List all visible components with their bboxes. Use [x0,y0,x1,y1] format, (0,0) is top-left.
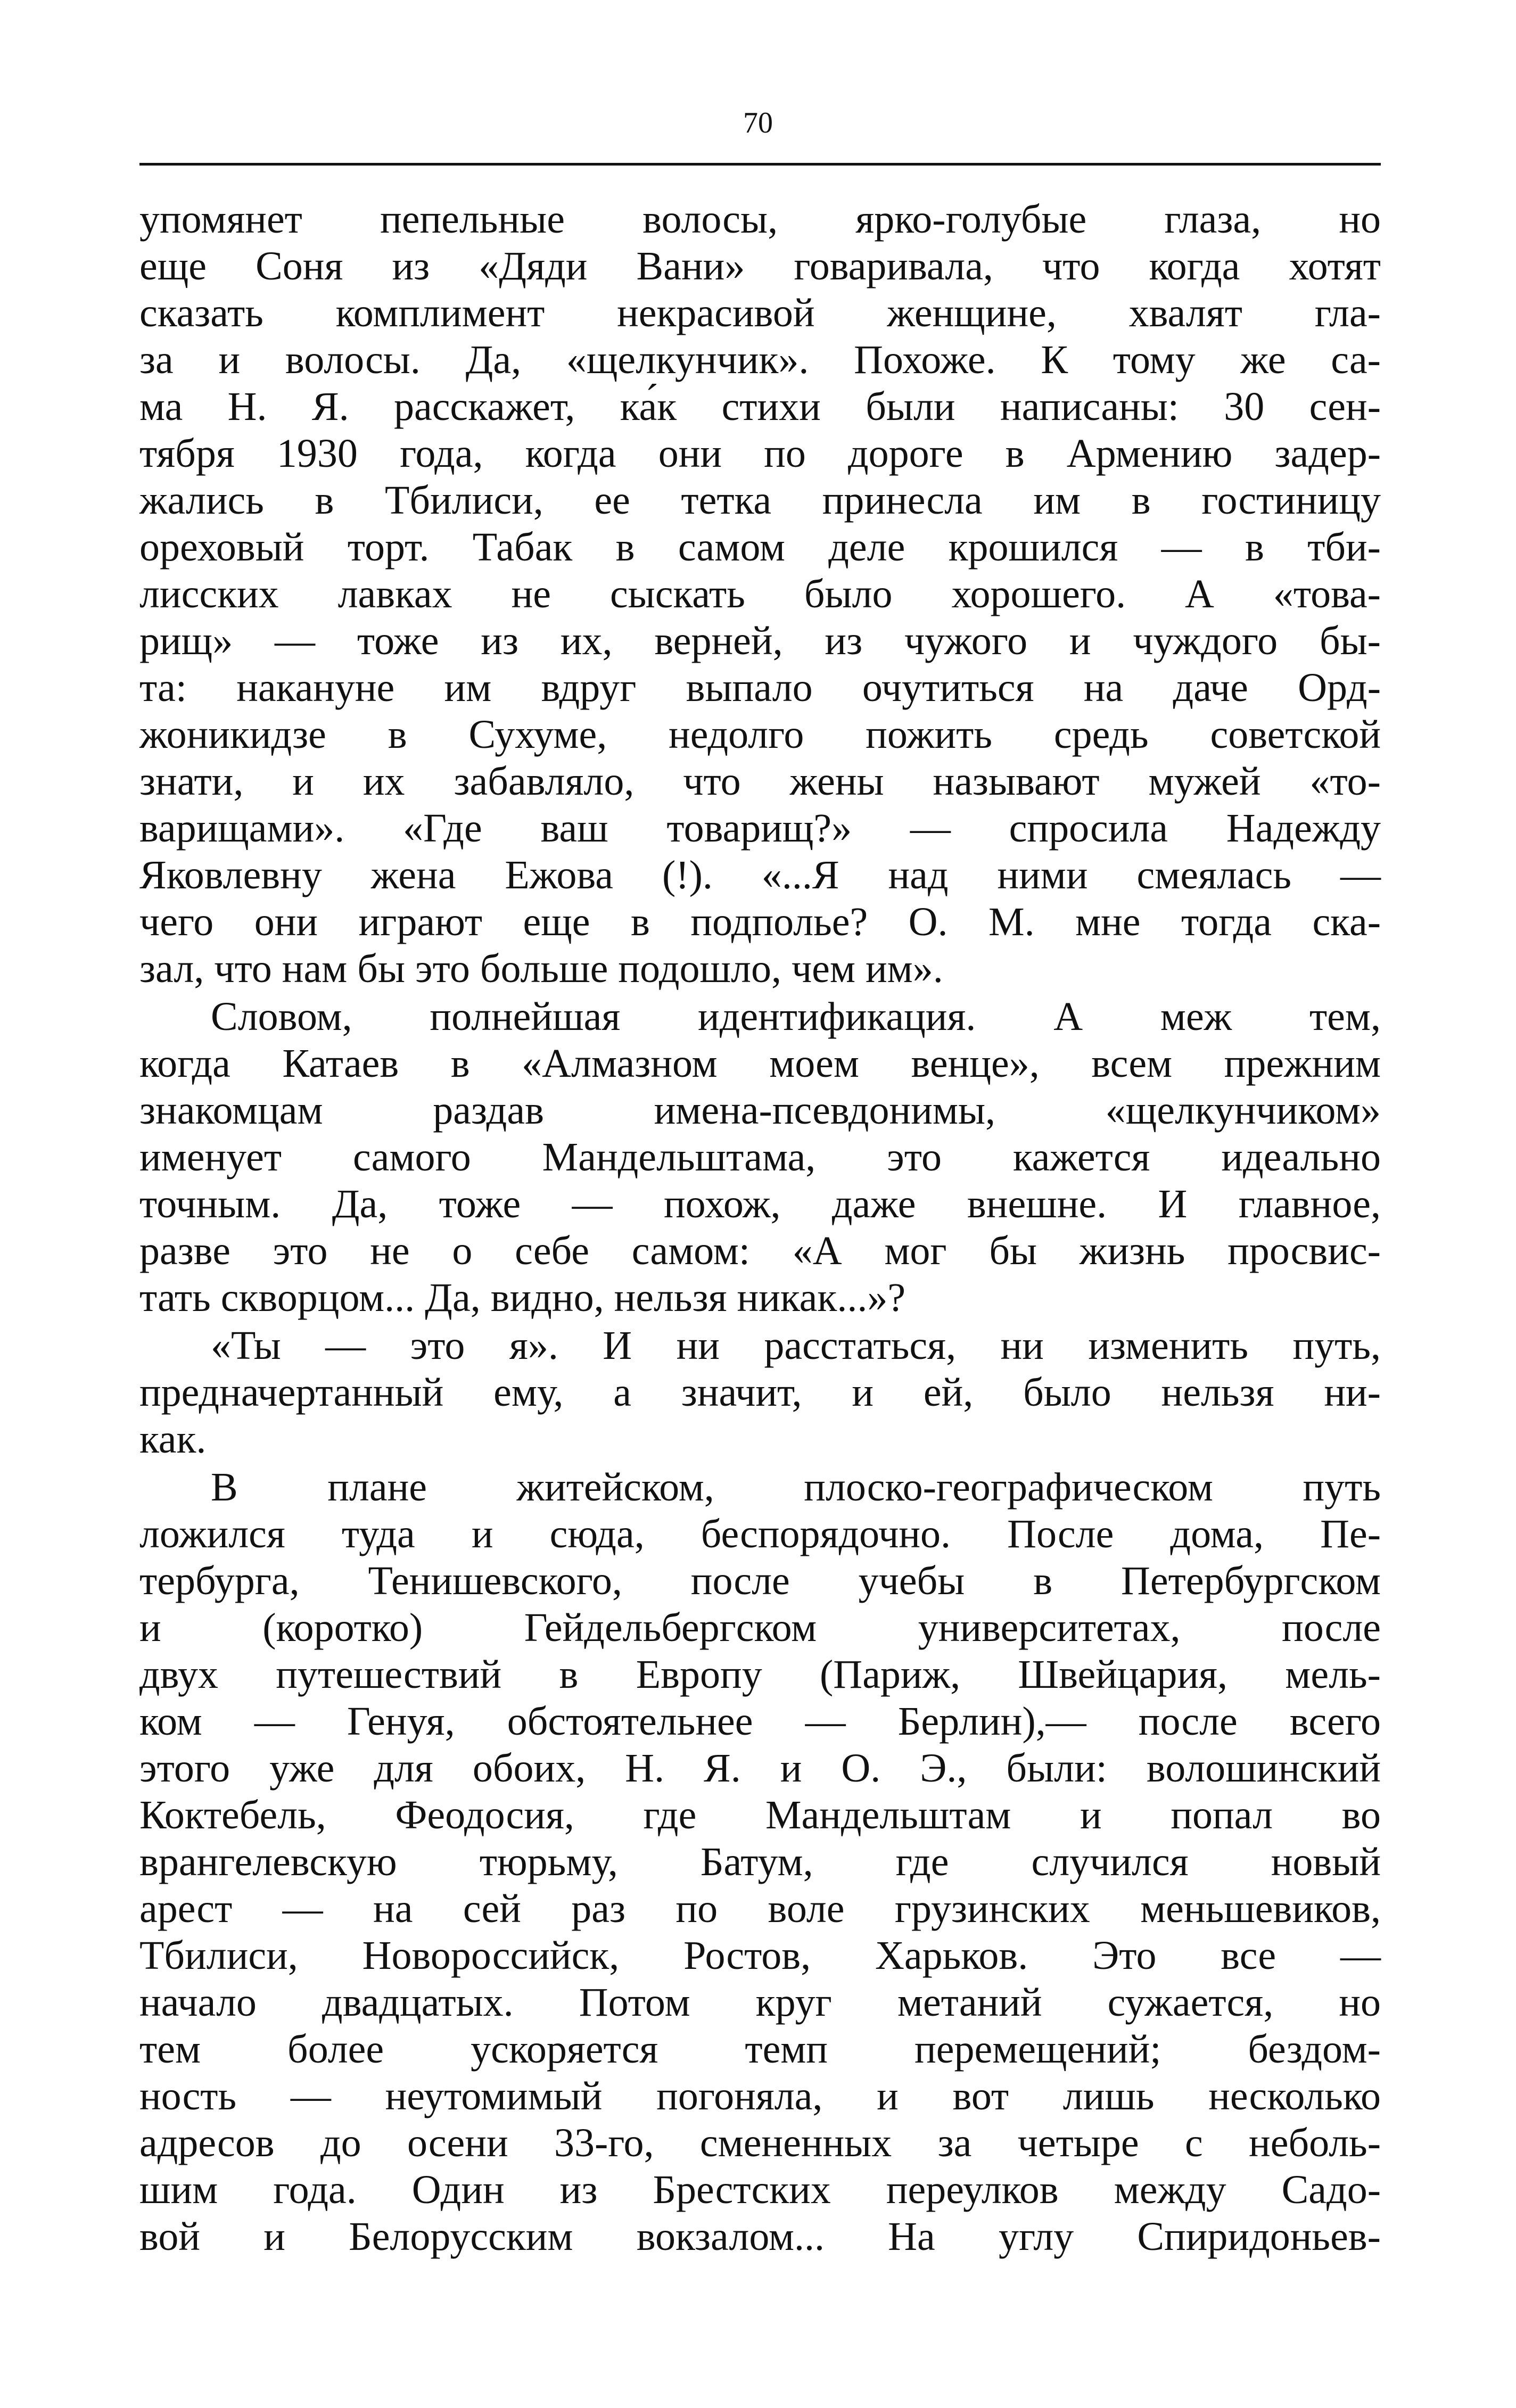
text-line: ореховый торт. Табак в самом деле крошился — в тби- [139,525,1381,570]
text-line: шим года. Один из Брестских переулков между Садо- [139,2167,1381,2212]
text-line: за и волосы. Да, «щелкунчик». Похоже. К тому же са- [139,337,1381,382]
text-line: В плане житейском, плоско-географическом путь [211,1465,1381,1510]
text-line: когда Катаев в «Алмазном моем венце», всем прежним [139,1041,1381,1086]
text-line: арест — на сей раз по воле грузинских меньшевиков, [139,1886,1381,1931]
text-line: как. [139,1417,207,1462]
text-line: именует самого Мандельштама, это кажется идеально [139,1135,1381,1180]
text-line: двух путешествий в Европу (Париж, Швейцария, мель- [139,1652,1381,1697]
text-line: сказать комплимент некрасивой женщине, хвалят гла- [139,291,1381,335]
text-line: Коктебель, Феодосия, где Мандельштам и попал во [139,1793,1381,1837]
text-line: ком — Генуя, обстоятельнее — Берлин),— после всего [139,1699,1381,1744]
text-line: начало двадцатых. Потом круг метаний сужается, но [139,1980,1381,2025]
text-line: точным. Да, тоже — похож, даже внешне. И главное, [139,1182,1381,1226]
text-line: чего они играют еще в подполье? О. М. мне тогда ска- [139,900,1381,944]
text-line: варищами». «Где ваш товарищ?» — спросила Надежду [139,806,1381,851]
body-text [139,196,1381,2261]
text-line: разве это не о себе самом: «А мог бы жизнь просвис- [139,1228,1381,1273]
text-line: жались в Тбилиси, ее тетка принесла им в гостиницу [139,478,1381,523]
text-line: знакомцам раздав имена-псевдонимы, «щелкунчиком» [139,1088,1381,1133]
text-line: тября 1930 года, когда они по дороге в Армению задер- [139,431,1381,476]
paragraph [139,993,1381,1321]
text-line: тем более ускоряется темп перемещений; бездом- [139,2027,1381,2072]
text-line: жоникидзе в Сухуме, недолго пожить средь советской [139,712,1381,757]
text-line: адресов до осени 33-го, смененных за четыре с неболь- [139,2121,1381,2165]
text-line: предначертанный ему, а значит, и ей, было нельзя ни- [139,1370,1381,1415]
text-line: «Ты — это я». И ни расстаться, ни изменить путь, [211,1323,1381,1368]
text-line: рищ» — тоже из их, верней, из чужого и чуждого бы- [139,619,1381,663]
text-line: тать скворцом... Да, видно, нельзя никак...»? [139,1275,906,1320]
text-line: ложился туда и сюда, беспорядочно. После дома, Пе- [139,1512,1381,1556]
text-line: врангелевскую тюрьму, Батум, где случился новый [139,1840,1381,1884]
text-line: та: накануне им вдруг выпало очутиться на даче Орд- [139,665,1381,710]
text-line: упомянет пепельные волосы, ярко-голубые глаза, но [139,197,1381,242]
text-line: знати, и их забавляло, что жены называют мужей «то- [139,759,1381,804]
text-line: ма Н. Я. расскажет, ка́к стихи были написаны: 30 сен- [139,384,1381,429]
text-line: Яковлевну жена Ежова (!). «...Я над ними смеялась — [139,853,1381,897]
text-line: еще Соня из «Дяди Вани» говаривала, что когда хотят [139,244,1381,288]
text-line: ность — неутомимый погоняла, и вот лишь несколько [139,2074,1381,2118]
text-line: Тбилиси, Новороссийск, Ростов, Харьков. Это все — [139,1933,1381,1978]
paragraph [139,1322,1381,1463]
text-line: и (коротко) Гейдельбергском университетах, после [139,1605,1381,1650]
text-line: зал, что нам бы это больше подошло, чем им». [139,946,943,991]
text-line: этого уже для обоих, Н. Я. и О. Э., были: волошинский [139,1746,1381,1791]
paragraph [139,196,1381,992]
text-line: Словом, полнейшая идентификация. А меж тем, [211,994,1381,1039]
text-line: лисских лавках не сыскать было хорошего. А «това- [139,572,1381,616]
text-line: вой и Белорусским вокзалом... На углу Спиридоньев- [139,2214,1381,2259]
header-rule [139,163,1381,166]
text-line: тербурга, Тенишевского, после учебы в Петербургском [139,1558,1381,1603]
paragraph [139,1464,1381,2260]
page-number: 70 [743,106,773,139]
